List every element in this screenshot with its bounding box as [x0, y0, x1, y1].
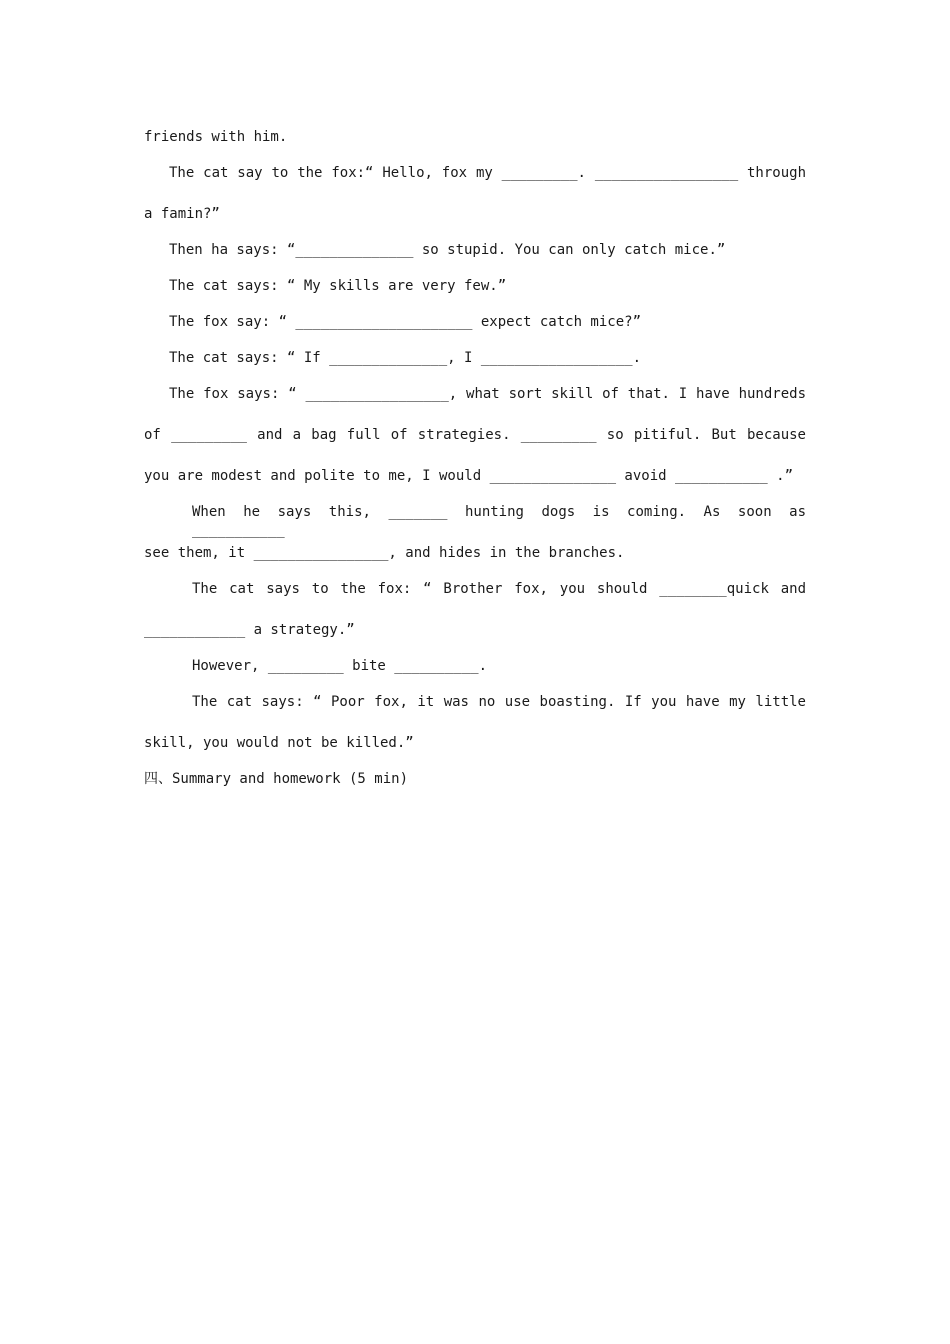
text-line: of _________ and a bag full of strategies. _________ so pitiful. But because [144, 427, 806, 443]
text-line: The fox says: “ _________________, what sort skill of that. I have hundreds [169, 386, 806, 402]
text-line: you are modest and polite to me, I would _______________ avoid ___________ .” [144, 468, 794, 484]
text-line: However, _________ bite __________. [192, 658, 488, 674]
text-line: The cat say to the fox:“ Hello, fox my _________. _________________ through [169, 165, 806, 181]
text-line: Then ha says: “______________ so stupid. You can only catch mice.” [169, 242, 726, 258]
text-line: The cat says: “ If ______________, I __________________. [169, 350, 642, 366]
text-line: When he says this, _______ hunting dogs is coming. As soon as ___________ [192, 504, 806, 538]
text-line: The cat says: “ Poor fox, it was no use boasting. If you have my little [192, 694, 806, 710]
text-line: The fox say: “ _____________________ expect catch mice?” [169, 314, 642, 330]
text-line: skill, you would not be killed.” [144, 735, 414, 751]
text-line: see them, it ________________, and hides in the branches. [144, 545, 625, 561]
text-line: ____________ a strategy.” [144, 622, 355, 638]
text-line: The cat says to the fox: “ Brother fox, you should ________quick and [192, 581, 806, 597]
text-line: friends with him. [144, 129, 288, 145]
text-line: The cat says: “ My skills are very few.” [169, 278, 507, 294]
section-heading: 四、Summary and homework (5 min) [144, 771, 409, 787]
text-line: a famin?” [144, 206, 220, 222]
